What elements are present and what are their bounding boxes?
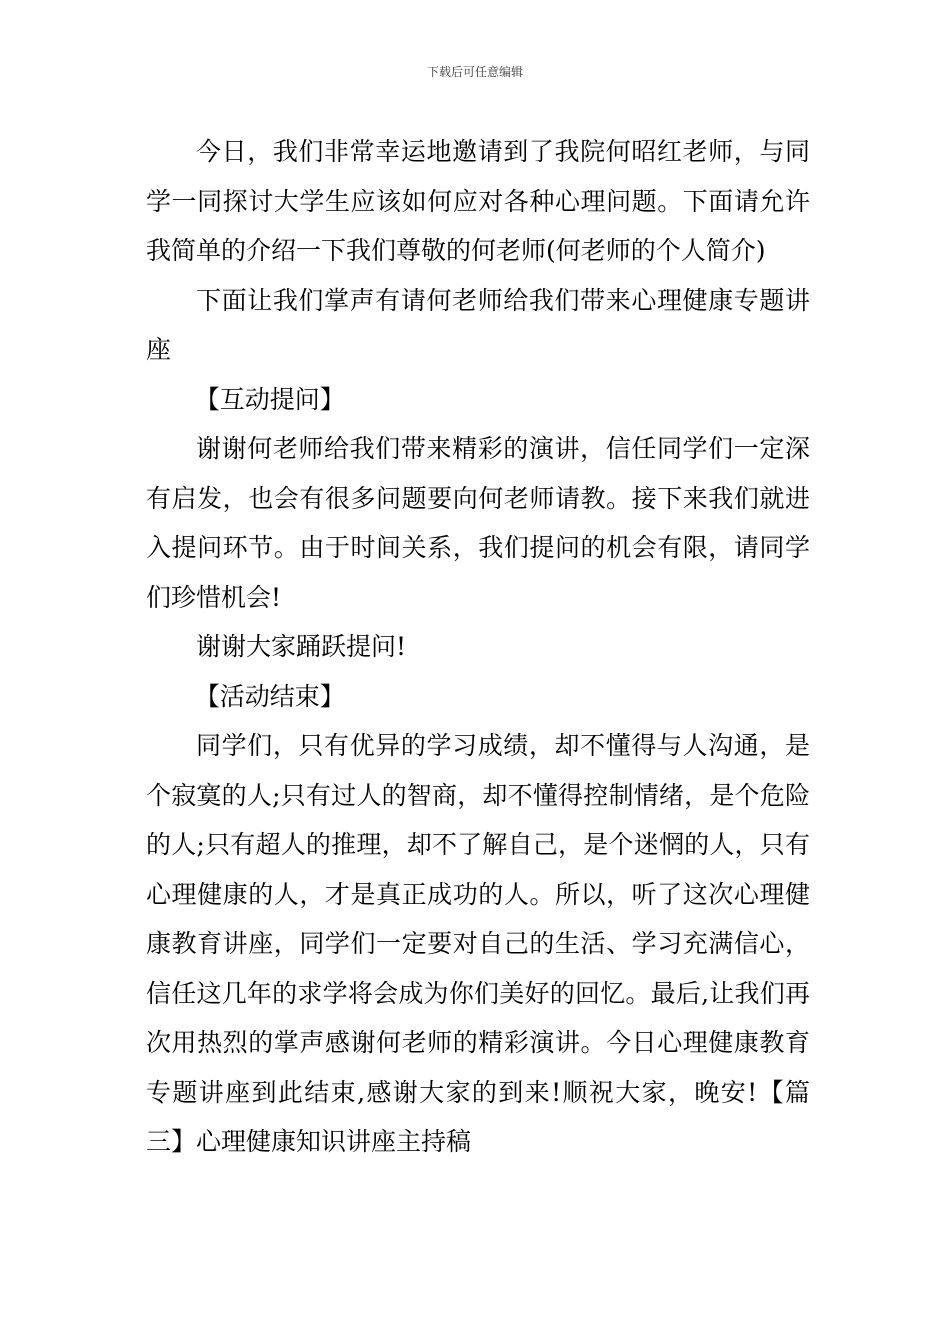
document-body (146, 127, 810, 1167)
paragraph-qa-closing: 谢谢大家踊跃提问! (196, 632, 407, 661)
paragraph-conclusion: 同学们，只有优异的学习成绩，却不懂得与人沟通，是个寂寞的人;只有过人的智商，却不懂得控制情绪，是个危险的人;只有超人的推理，却不了解自己，是个迷惘的人，只有心理健康的人，才是真正成功的人。所以，听了这次心理健康教育讲座，同学们一定要对自己的生活、学习充满信心，信任这几年的求学将会成为你们美好的回忆。最后,让我们再次用热烈的掌声感谢何老师的精彩演讲。今日心理健康教育专题讲座到此结束,感谢大家的到来!顺祝大家，晚安!【篇三】心理健康知识讲座主持稿 (146, 731, 810, 1156)
section-heading-event-end: 【活动结束】 (194, 681, 345, 711)
paragraph-introduction: 今日，我们非常幸运地邀请到了我院何昭红老师，与同学一同探讨大学生应该如何应对各种心理问题。下面请允许我简单的介绍一下我们尊敬的何老师(何老师的个人简介) (146, 137, 810, 265)
page-header-note: 下载后可任意编辑 (426, 65, 523, 79)
paragraph-qa-thanks: 谢谢何老师给我们带来精彩的演讲，信任同学们一定深有启发，也会有很多问题要向何老师请教。接下来我们就进入提问环节。由于时间关系，我们提问的机会有限，请同学们珍惜机会! (146, 434, 810, 612)
paragraph-lecture-invitation: 下面让我们掌声有请何老师给我们带来心理健康专题讲座 (146, 285, 810, 364)
section-heading-interactive-qa: 【互动提问】 (194, 384, 345, 414)
